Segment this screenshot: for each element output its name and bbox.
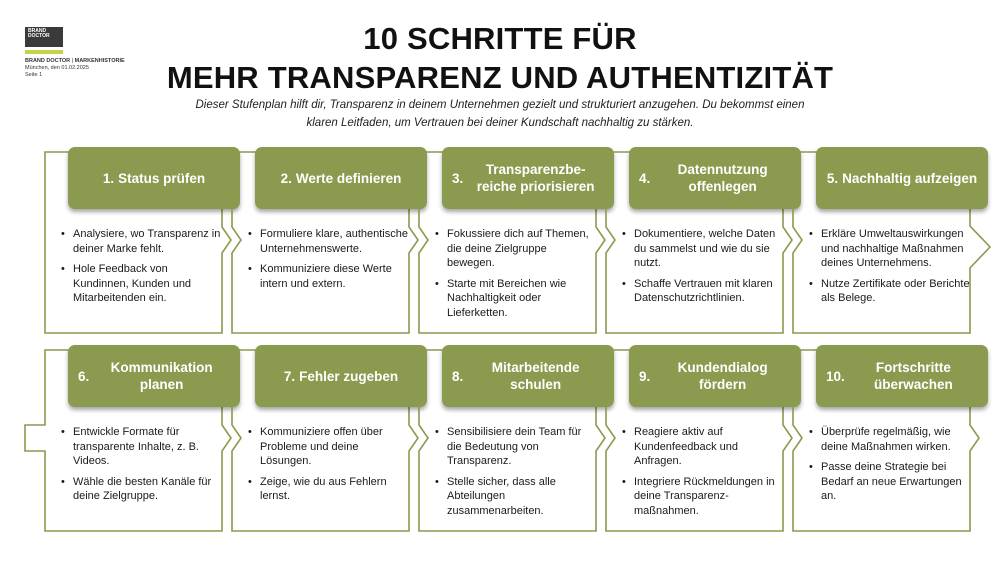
step-bullet: • Wähle die besten Kanäle für deine Zielgruppe. — [61, 475, 223, 504]
page-subtitle: Dieser Stufenplan hilft dir, Transparenz in deinem Unternehmen gezielt und strukturiert anzugehen. Du bekommst einen klaren Leitfaden, um Vertrauen bei deiner Kundschaft nachhaltig zu stärken. — [195, 99, 805, 129]
step-title: Transparenzbe-reiche priorisieren — [476, 162, 595, 194]
step-title-tab — [442, 345, 614, 407]
step-title-tab — [816, 147, 988, 209]
step-card-7 — [232, 345, 409, 531]
step-bullet-list — [61, 425, 223, 510]
step-title: Fehler zugeben — [299, 368, 399, 384]
step-bullet: • Nutze Zertifikate oder Berichte als Belege. — [809, 277, 971, 306]
step-bullet-list — [61, 227, 223, 312]
step-number: 4. — [639, 170, 651, 186]
step-bullet: • Überprüfe regelmäßig, wie deine Maßnahmen wirken. — [809, 425, 971, 454]
step-card-5 — [793, 147, 978, 333]
step-title-tab — [629, 345, 801, 407]
step-card-8 — [419, 345, 596, 531]
step-title: Status prüfen — [118, 170, 206, 186]
brand-company-line: BRAND DOCTOR | MARKENHISTORIE — [25, 58, 125, 64]
page-title-line-2: MEHR TRANSPARENZ UND AUTHENTIZITÄT — [166, 60, 834, 95]
step-title-tab — [442, 147, 614, 209]
step-bullet-list — [435, 425, 597, 524]
step-title: Fortschritte überwachen — [874, 360, 953, 392]
step-title-tab — [255, 345, 427, 407]
step-card-4 — [606, 147, 783, 333]
step-bullet: • Stelle sicher, dass alle Abteilungen zusammenarbeiten. — [435, 475, 597, 519]
step-number: 2. — [280, 170, 292, 186]
step-title: Kundendialog fördern — [677, 360, 768, 392]
step-bullet-list — [248, 425, 410, 510]
step-bullet-list — [622, 227, 784, 312]
brand-department: MARKENHISTORIE — [74, 58, 125, 64]
step-bullet: • Erkläre Umweltauswirkungen und nachhaltige Maßnahmen deines Unternehmens. — [809, 227, 971, 271]
step-bullet: • Reagiere aktiv auf Kundenfeedback und Anfragen. — [622, 425, 784, 469]
step-bullet: • Entwickle Formate für transparente Inhalte, z. B. Videos. — [61, 425, 223, 469]
step-number: 9. — [639, 368, 651, 384]
brand-company: BRAND DOCTOR — [25, 58, 71, 64]
step-title-tab — [816, 345, 988, 407]
step-card-3 — [419, 147, 596, 333]
step-bullet: • Sensibilisiere dein Team für die Bedeutung von Transparenz. — [435, 425, 597, 469]
brand-logo: BRAND DOCTOR — [25, 27, 63, 47]
step-bullet: • Fokussiere dich auf Themen, die deine Zielgruppe bewegen. — [435, 227, 597, 271]
step-number: 8. — [452, 368, 464, 384]
step-title-tab — [255, 147, 427, 209]
step-title: Mitarbeitende schulen — [491, 360, 580, 392]
step-bullet: • Passe deine Strategie bei Bedarf an neue Erwartungen an. — [809, 460, 971, 504]
step-number: 5. — [826, 170, 839, 186]
step-bullet-list — [809, 227, 971, 312]
brand-date: München, den 01.02.2025 — [25, 65, 89, 71]
step-bullet: • Zeige, wie du aus Fehlern lernst. — [248, 475, 410, 504]
step-bullet: • Kommuniziere offen über Probleme und deine Lösungen. — [248, 425, 410, 469]
step-bullet-list — [622, 425, 784, 524]
step-card-10 — [793, 345, 970, 531]
step-title: Werte definieren — [295, 170, 402, 186]
step-title-tab — [629, 147, 801, 209]
step-bullet-list — [435, 227, 597, 326]
step-number: 10. — [826, 368, 845, 384]
step-card-2 — [232, 147, 409, 333]
step-bullet: • Integriere Rückmeldungen in deine Transparenz-maßnahmen. — [622, 475, 784, 519]
step-number: 7. — [283, 368, 296, 384]
step-title-tab — [68, 345, 240, 407]
page-title-line-1: 10 SCHRITTE FÜR — [363, 21, 637, 56]
step-number: 6. — [78, 368, 90, 384]
step-card-9 — [606, 345, 783, 531]
step-title: Datennutzung offenlegen — [677, 162, 768, 194]
step-bullet: • Analysiere, wo Transparenz in deiner Marke fehlt. — [61, 227, 223, 256]
step-card-6 — [45, 345, 222, 531]
step-bullet: • Schaffe Vertrauen mit klaren Datenschutzrichtlinien. — [622, 277, 784, 306]
step-bullet: • Starte mit Bereichen wie Nachhaltigkeit oder Lieferketten. — [435, 277, 597, 321]
step-title-tab — [68, 147, 240, 209]
step-bullet: • Formuliere klare, authentische Unternehmenswerte. — [248, 227, 410, 256]
step-bullet: • Dokumentiere, welche Daten du sammelst und wie du sie nutzt. — [622, 227, 784, 271]
step-bullet-list — [809, 425, 971, 510]
step-card-1 — [45, 147, 222, 333]
step-number: 1. — [102, 170, 115, 186]
step-number: 3. — [452, 170, 464, 186]
step-title: Kommunikation planen — [110, 360, 213, 392]
step-title: Nachhaltig aufzeigen — [842, 170, 978, 186]
step-bullet-list — [248, 227, 410, 297]
step-bullet: • Kommuniziere diese Werte intern und extern. — [248, 262, 410, 291]
brand-page: Seite 1 — [25, 72, 43, 78]
step-bullet: • Hole Feedback von Kundinnen, Kunden und Mitarbeitenden ein. — [61, 262, 223, 306]
